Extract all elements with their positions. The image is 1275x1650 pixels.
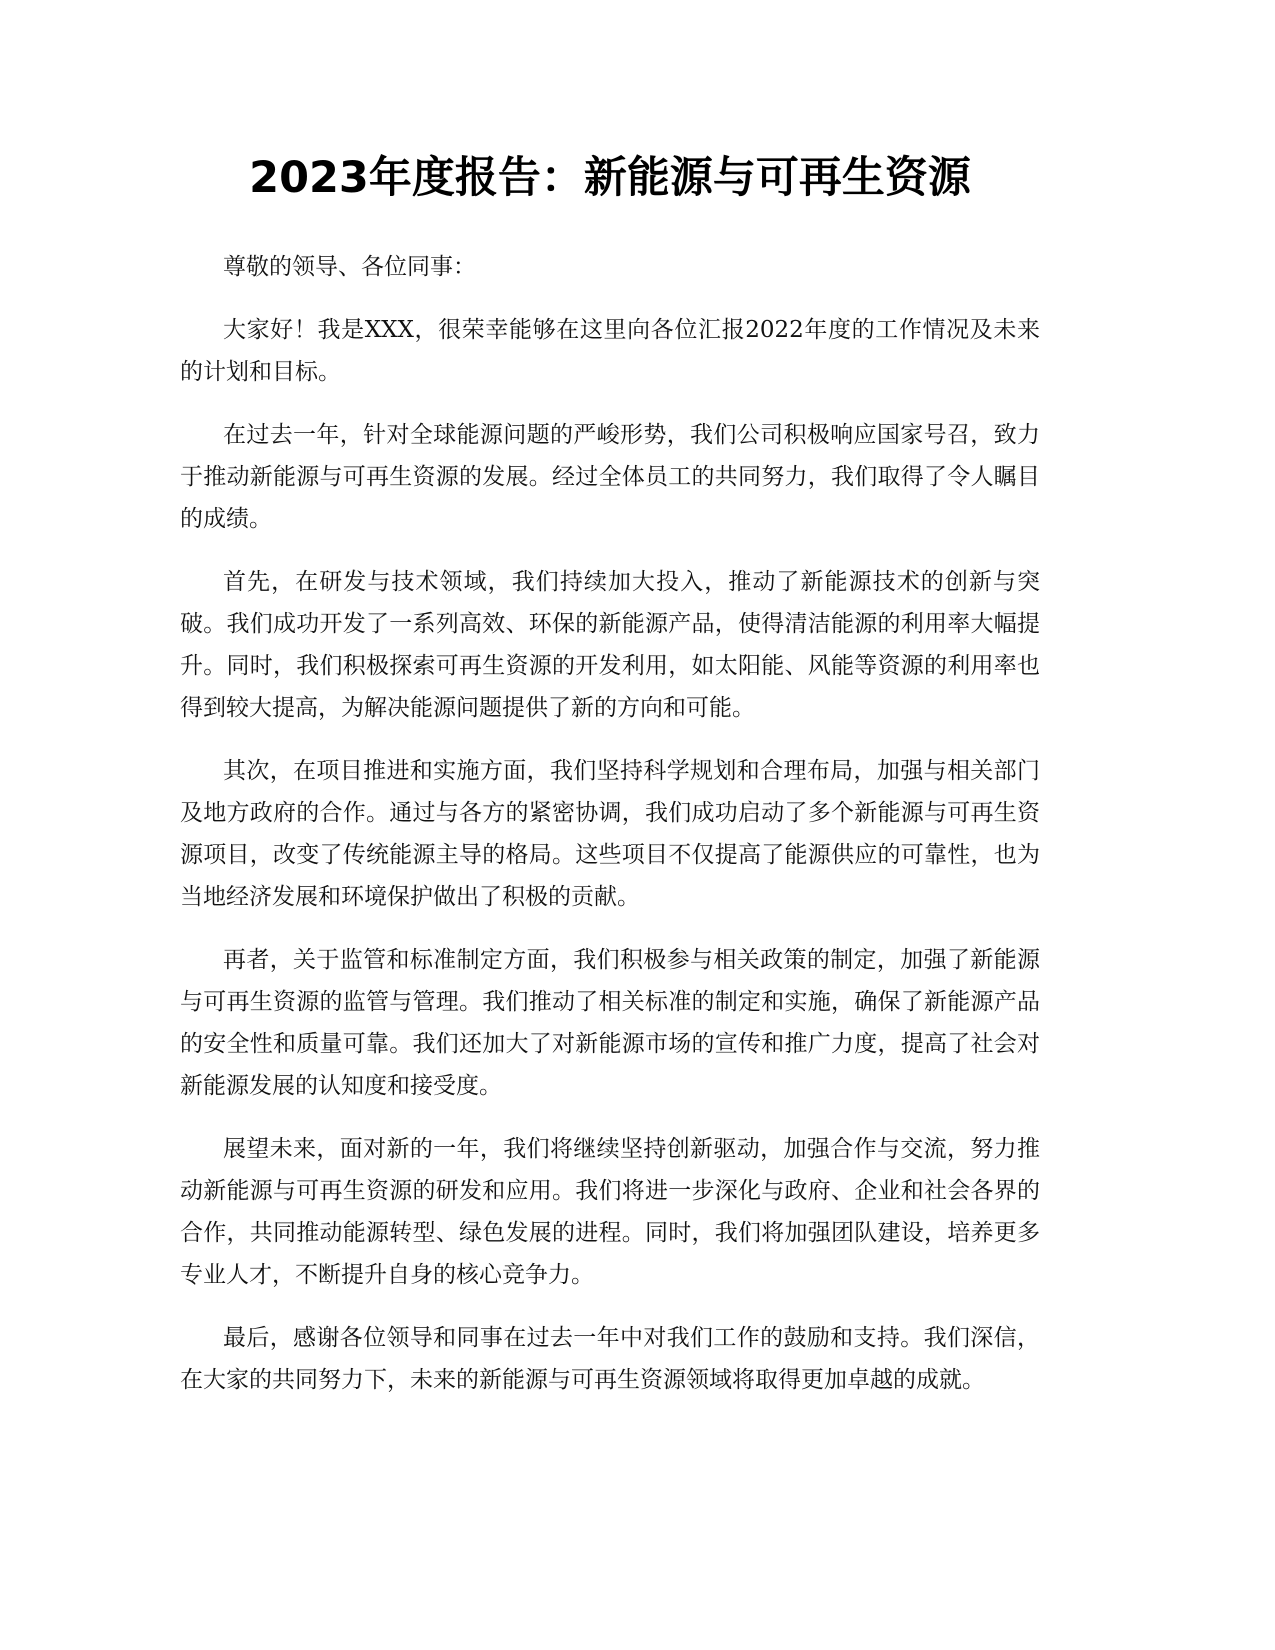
paragraph-6: 展望未来，面对新的一年，我们将继续坚持创新驱动，加强合作与交流，努力推动新能源与可再生资源的研发和应用。我们将进一步深化与政府、企业和社会各界的合作，共同推动能源转型、绿色发展的进程。同时，我们将加强团队建设，培养更多专业人才，不断提升自身的核心竞争力。	[180, 1136, 1040, 1288]
paragraph-5: 再者，关于监管和标准制定方面，我们积极参与相关政策的制定，加强了新能源与可再生资源的监管与管理。我们推动了相关标准的制定和实施，确保了新能源产品的安全性和质量可靠。我们还加大了对新能源市场的宣传和推广力度，提高了社会对新能源发展的认知度和接受度。	[180, 947, 1040, 1099]
salutation: 尊敬的领导、各位同事：	[223, 254, 476, 280]
paragraph-2: 在过去一年，针对全球能源问题的严峻形势，我们公司积极响应国家号召，致力于推动新能源与可再生资源的发展。经过全体员工的共同努力，我们取得了令人瞩目的成绩。	[180, 422, 1040, 532]
paragraph-4: 其次，在项目推进和实施方面，我们坚持科学规划和合理布局，加强与相关部门及地方政府的合作。通过与各方的紧密协调，我们成功启动了多个新能源与可再生资源项目，改变了传统能源主导的格局。这些项目不仅提高了能源供应的可靠性，也为当地经济发展和环境保护做出了积极的贡献。	[180, 758, 1040, 910]
paragraph-7: 最后，感谢各位领导和同事在过去一年中对我们工作的鼓励和支持。我们深信，在大家的共同努力下，未来的新能源与可再生资源领域将取得更加卓越的成就。	[180, 1325, 1040, 1393]
paragraph-1: 大家好！我是XXX，很荣幸能够在这里向各位汇报2022年度的工作情况及未来的计划和目标。	[180, 317, 1040, 385]
document-page	[180, 0, 1040, 1401]
document-title: 2023年度报告：新能源与可再生资源	[249, 153, 971, 203]
paragraph-3: 首先，在研发与技术领域，我们持续加大投入，推动了新能源技术的创新与突破。我们成功开发了一系列高效、环保的新能源产品，使得清洁能源的利用率大幅提升。同时，我们积极探索可再生资源的开发利用，如太阳能、风能等资源的利用率也得到较大提高，为解决能源问题提供了新的方向和可能。	[180, 569, 1040, 721]
